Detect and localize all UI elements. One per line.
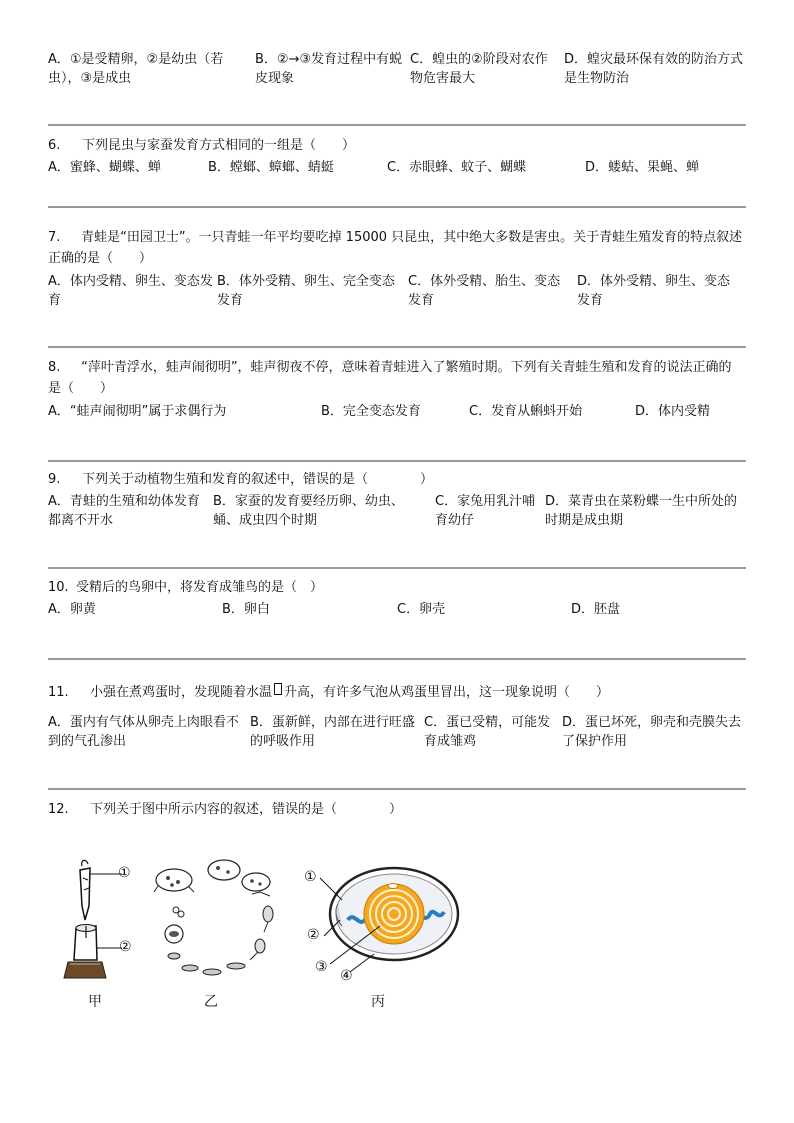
q11-stem-text: 小强在煮鸡蛋时，发现随着水温 bbox=[90, 685, 273, 700]
q8-number: 8. bbox=[48, 360, 61, 375]
divider bbox=[48, 460, 746, 462]
marker-2: ② bbox=[119, 939, 132, 955]
q6-stem: 下列昆虫与家蚕发育方式相同的一组是（ ） bbox=[82, 138, 356, 153]
marker-3: ③ bbox=[315, 959, 328, 975]
q11-option-d: D．蛋已坏死，卵壳和壳膜失去了保护作用 bbox=[562, 715, 742, 749]
divider bbox=[48, 658, 746, 660]
marker-1: ① bbox=[304, 869, 317, 885]
q8-stem: “萍叶青浮水，蛙声闹彻明”，蛙声彻夜不停，意味着青蛙进入了繁殖时期。下列有关青蛙生殖和发育的说法正确的是（ ） bbox=[48, 360, 732, 396]
q11-stem-rest: 升高，有许多气泡从鸡蛋里冒出，这一现象说明（ ） bbox=[284, 685, 610, 700]
q9-option-b: B．家蚕的发育要经历卵、幼虫、蛹、成虫四个时期 bbox=[213, 494, 404, 528]
q7-option-a: A．体内受精、卵生、变态发育 bbox=[48, 274, 213, 308]
q9-option-d: D．菜青虫在菜粉蝶一生中所处的时期是成虫期 bbox=[545, 494, 738, 528]
figure-label-jia: 甲 bbox=[88, 994, 102, 1010]
q7-stem: 青蛙是“田园卫士”。一只青蛙一年平均要吃掉 15000 只昆虫，其中绝大多数是害虫。关于青蛙生殖发育的特点叙述正确的是（ ） bbox=[48, 230, 743, 266]
q8-option-d: D．体内受精 bbox=[635, 404, 711, 419]
q7-number: 7. bbox=[48, 230, 61, 245]
q11-option-a: A．蛋内有气体从卵壳上肉眼看不到的气孔渗出 bbox=[48, 715, 239, 749]
q8-question bbox=[48, 357, 744, 399]
q6-option-d: D．蝼蛄、果蝇、蝉 bbox=[585, 160, 700, 175]
q11-option-b: B．蛋新鲜，内部在进行旺盛的呼吸作用 bbox=[250, 715, 415, 749]
q8-option-c: C．发育从蝌蚪开始 bbox=[469, 404, 583, 419]
q7-option-d: D．体外受精、卵生、变态发育 bbox=[577, 274, 731, 308]
q7-question bbox=[48, 227, 744, 269]
q9-option-c: C．家兔用乳汁哺育幼仔 bbox=[435, 494, 536, 528]
q8-option-a: A．“蛙声闹彻明”属于求偶行为 bbox=[48, 404, 227, 419]
figure-label-yi: 乙 bbox=[204, 994, 218, 1010]
q9-stem: 下列关于动植物生殖和发育的叙述中，错误的是（ ） bbox=[82, 472, 434, 487]
divider bbox=[48, 346, 746, 348]
q7-option-c: C．体外受精、胎生、变态发育 bbox=[408, 274, 561, 308]
q9-number: 9. bbox=[48, 472, 61, 487]
q11-number: 11. bbox=[48, 685, 69, 700]
figure-label-bing: 丙 bbox=[371, 994, 385, 1010]
marker-1: ① bbox=[118, 865, 131, 881]
q11-option-c: C．蛋已受精，可能发育成雏鸡 bbox=[424, 715, 551, 749]
divider bbox=[48, 788, 746, 790]
divider bbox=[48, 206, 746, 208]
missing-glyph-box bbox=[274, 683, 282, 695]
q5-option-d: D．蝗灾最环保有效的防治方式是生物防治 bbox=[564, 52, 744, 86]
q8-option-b: B．完全变态发育 bbox=[321, 404, 421, 419]
grafting-figure bbox=[58, 858, 148, 988]
frog-life-cycle-figure bbox=[152, 852, 292, 984]
q12-number: 12. bbox=[48, 802, 69, 817]
divider bbox=[48, 124, 746, 126]
q10-number: 10. bbox=[48, 580, 69, 595]
q5-option-b: B．②→③发育过程中有蜕皮现象 bbox=[255, 52, 403, 86]
q6-option-c: C．赤眼蜂、蚊子、蝴蝶 bbox=[387, 160, 527, 175]
q11-stem bbox=[90, 683, 609, 702]
q10-option-a: A．卵黄 bbox=[48, 602, 96, 617]
divider bbox=[48, 567, 746, 569]
q10-option-d: D．胚盘 bbox=[571, 602, 621, 617]
q10-option-c: C．卵壳 bbox=[397, 602, 446, 617]
q6-number: 6. bbox=[48, 138, 61, 153]
q12-stem: 下列关于图中所示内容的叙述，错误的是（ ） bbox=[90, 802, 403, 817]
marker-4: ④ bbox=[340, 968, 353, 984]
q10-stem: 受精后的鸟卵中，将发育成雏鸟的是（ ） bbox=[76, 580, 324, 595]
q5-option-a: A．①是受精卵，②是幼虫（若虫），③是成虫 bbox=[48, 52, 224, 86]
q10-option-b: B．卵白 bbox=[222, 602, 270, 617]
q9-option-a: A．青蛙的生殖和幼体发育都离不开水 bbox=[48, 494, 200, 528]
q6-option-b: B．螳螂、蟑螂、蜻蜓 bbox=[208, 160, 334, 175]
marker-2: ② bbox=[307, 927, 320, 943]
q5-option-c: C．蝗虫的②阶段对农作物危害最大 bbox=[410, 52, 548, 86]
q6-option-a: A．蜜蜂、蝴蝶、蝉 bbox=[48, 160, 161, 175]
q7-option-b: B．体外受精、卵生、完全变态发育 bbox=[217, 274, 395, 308]
